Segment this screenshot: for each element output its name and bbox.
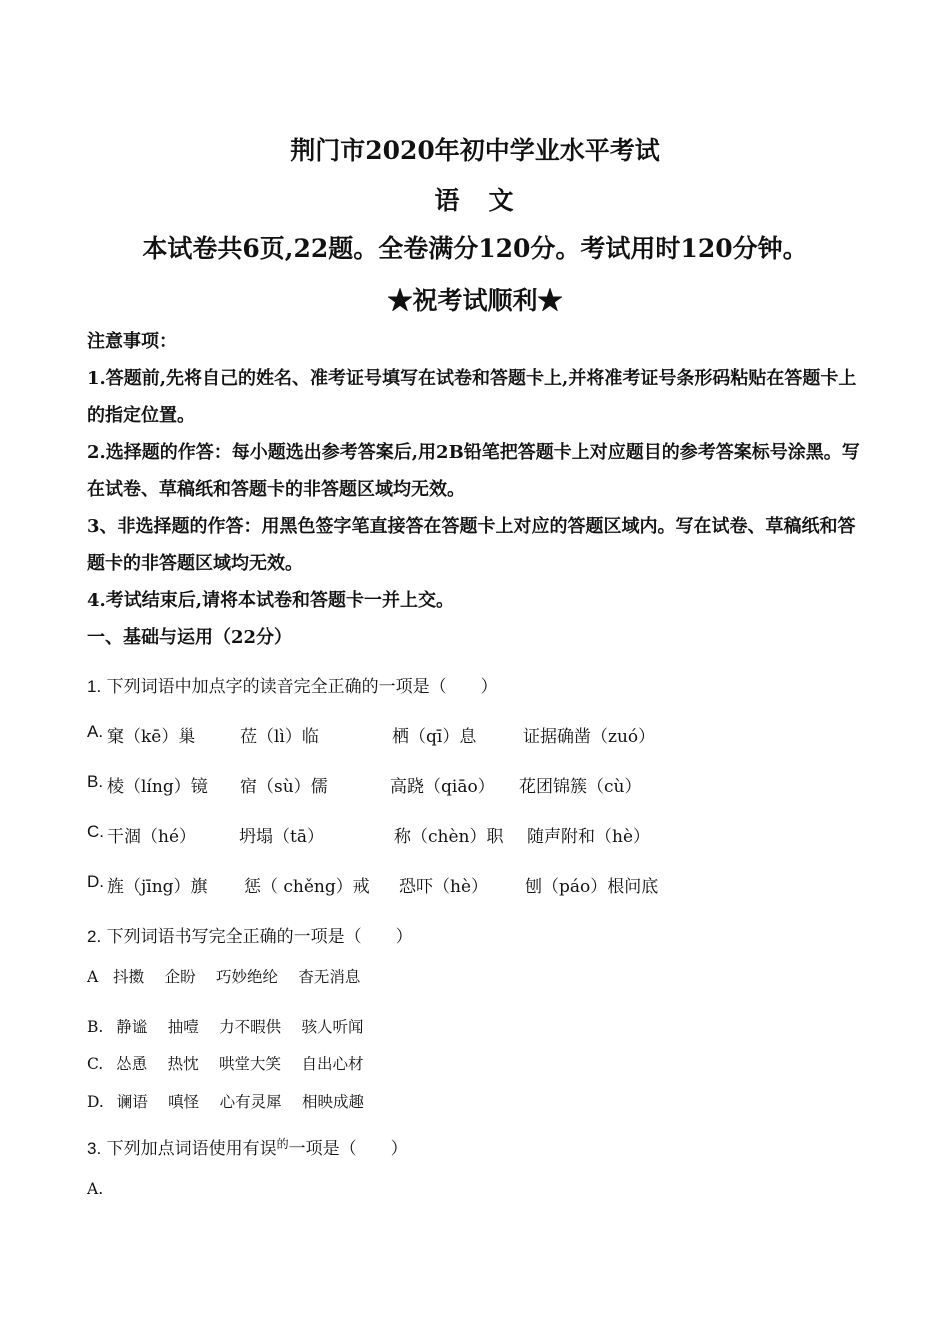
option-item: 称（chèn）职 <box>394 827 504 847</box>
notice-item-2: 2.选择题的作答：每小题选出参考答案后,用2B铅笔把答题卡上对应题目的参考答案标号涂黑。写在试卷、草稿纸和答题卡的非答题区域均无效。 <box>87 442 860 500</box>
q2-option-c <box>87 1052 363 1074</box>
option-item: 证据确凿（zuó） <box>523 727 656 747</box>
option-item: 旌（jīng）旗 <box>107 877 208 897</box>
q1-option-d <box>87 872 659 897</box>
q3-option-a: A. <box>87 1180 104 1198</box>
option-item: 花团锦簇（cù） <box>519 777 642 797</box>
question-2-stem <box>87 922 413 947</box>
exam-info: 本试卷共6页,22题。全卷满分120分。考试用时120分钟。 <box>142 234 808 263</box>
option-item: 刨（páo）根问底 <box>525 877 659 897</box>
option-item: 随声附和（hè） <box>527 827 651 847</box>
option-item: 栖（qī）息 <box>392 727 477 747</box>
q2-option-d <box>87 1090 364 1112</box>
question-text: 一项是（ ） <box>288 1139 408 1159</box>
option-text: 谰语 嗔怪 心有灵犀 相映成趣 <box>116 1093 365 1111</box>
wish-line: ★祝考试顺利★ <box>387 286 563 315</box>
option-label: B. <box>87 772 104 791</box>
question-number: 1. <box>87 677 102 696</box>
option-item: 恐吓（hè） <box>399 877 489 897</box>
question-text: 下列词语书写完全正确的一项是（ ） <box>106 927 413 947</box>
option-item: 坍塌（tā） <box>239 827 324 847</box>
question-number: 3. <box>87 1139 102 1158</box>
option-label: D. <box>87 1093 104 1111</box>
option-item: 干涸（hé） <box>107 827 197 847</box>
q1-option-c <box>87 822 651 847</box>
option-item: 棱（líng）镜 <box>107 777 208 797</box>
notice-item-1: 1.答题前,先将自己的姓名、准考证号填写在试卷和答题卡上,并将准考证号条形码粘贴在答题卡上的指定位置。 <box>87 368 857 426</box>
option-label: B. <box>87 1018 104 1036</box>
q2-option-b <box>87 1015 364 1037</box>
option-label: A <box>87 968 99 986</box>
question-text-superscript: 的 <box>276 1137 289 1151</box>
subject-title: 语 文 <box>434 186 516 215</box>
option-label: C. <box>87 822 104 841</box>
q1-option-b <box>87 772 642 797</box>
q1-option-a <box>87 722 656 747</box>
question-1-stem <box>87 672 498 697</box>
exam-title: 荆门市2020年初中学业水平考试 <box>290 136 660 165</box>
notice-item-3: 3、非选择题的作答：用黑色签字笔直接答在答题卡上对应的答题区域内。写在试卷、草稿纸和答题卡的非答题区域均无效。 <box>87 516 856 574</box>
question-3-stem <box>87 1134 408 1159</box>
option-item: 高跷（qiāo） <box>390 777 495 797</box>
question-text: 下列词语中加点字的读音完全正确的一项是（ ） <box>106 677 498 697</box>
option-item: 宿（sù）儒 <box>240 777 328 797</box>
option-text: 抖擞 企盼 巧妙绝纶 杳无消息 <box>113 968 361 986</box>
option-label: D. <box>87 872 104 891</box>
q2-option-a <box>87 965 360 987</box>
notice-heading: 注意事项： <box>87 331 177 352</box>
option-item: 惩（ chěng）戒 <box>244 877 370 897</box>
question-number: 2. <box>87 927 102 946</box>
option-item: 莅（lì）临 <box>240 727 319 747</box>
option-label: C. <box>87 1055 104 1073</box>
section-heading: 一、基础与运用（22分） <box>87 627 293 648</box>
option-item: 窠（kē）巢 <box>107 727 196 747</box>
option-text: 静谧 抽噎 力不暇供 骇人听闻 <box>116 1018 364 1036</box>
option-text: 怂恿 热忱 哄堂大笑 自出心材 <box>116 1055 364 1073</box>
question-text: 下列加点词语使用有误 <box>106 1139 277 1159</box>
notice-item-4: 4.考试结束后,请将本试卷和答题卡一并上交。 <box>87 590 455 611</box>
option-label: A. <box>87 722 104 741</box>
